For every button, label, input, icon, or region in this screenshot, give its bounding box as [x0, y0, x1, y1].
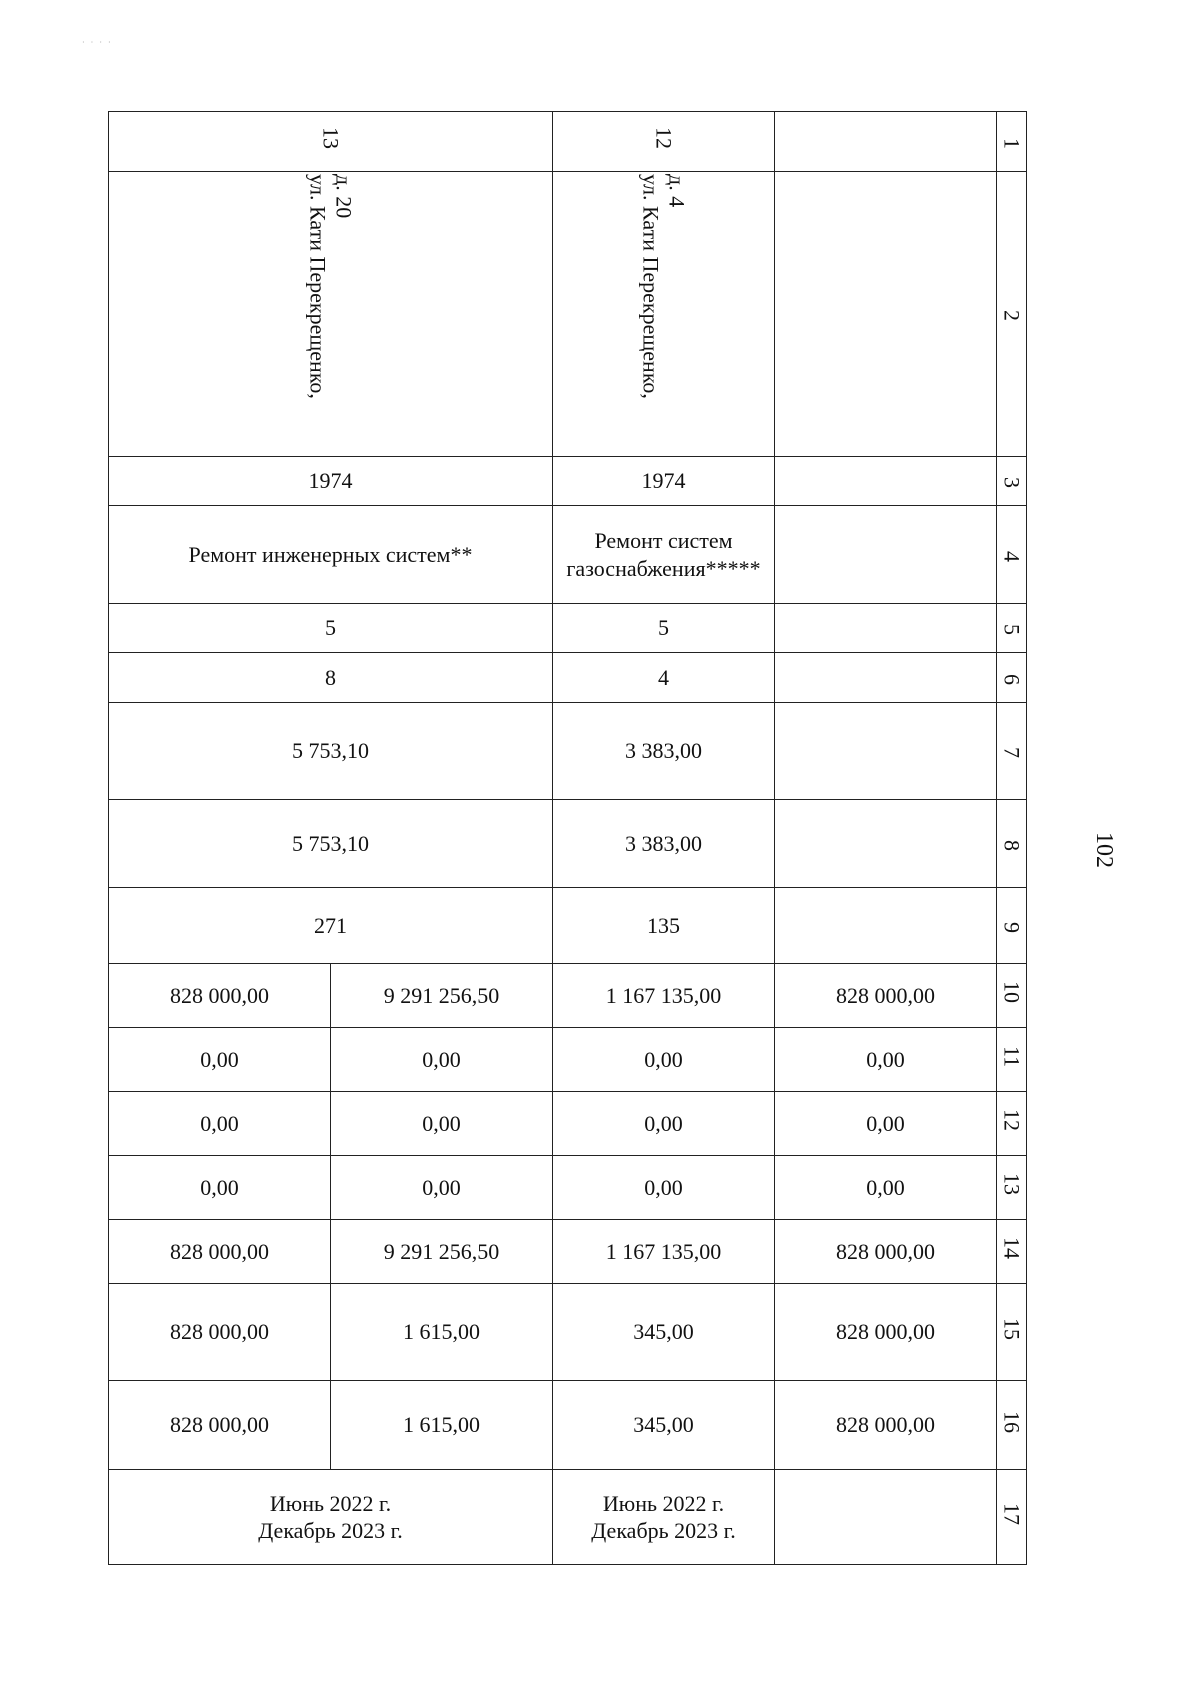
value-cell: 4	[553, 653, 775, 703]
value-cell: 345,00	[553, 1284, 775, 1381]
address-line: ул. Кати Перекрещенко,	[305, 174, 331, 399]
value-cell: 1 167 135,00	[553, 964, 775, 1028]
value-cell: 0,00	[109, 1156, 331, 1220]
year-cell: 1974	[553, 457, 775, 506]
value-cell: 828 000,00	[109, 1381, 331, 1470]
record-index: 13	[318, 127, 344, 150]
value-cell: 0,00	[331, 1028, 553, 1092]
table-row	[109, 1028, 1027, 1092]
empty-cell	[775, 800, 997, 888]
value-cell: 0,00	[109, 1092, 331, 1156]
value-cell: 828 000,00	[775, 1381, 997, 1470]
address-cell	[109, 172, 553, 457]
column-number: 14	[997, 1220, 1027, 1284]
table-row	[109, 964, 1027, 1028]
empty-cell	[775, 703, 997, 800]
value-cell: 828 000,00	[775, 1284, 997, 1381]
table-row	[109, 703, 1027, 800]
table-row	[109, 1381, 1027, 1470]
value-cell: 828 000,00	[775, 964, 997, 1028]
value-cell: 0,00	[331, 1156, 553, 1220]
value-cell: 1 615,00	[331, 1381, 553, 1470]
table-row	[109, 1220, 1027, 1284]
column-number: 12	[997, 1092, 1027, 1156]
value-cell: 9 291 256,50	[331, 1220, 553, 1284]
column-number: 11	[997, 1028, 1027, 1092]
empty-cell	[775, 506, 997, 604]
empty-cell	[775, 653, 997, 703]
value-cell: 345,00	[553, 1381, 775, 1470]
data-table	[108, 111, 1027, 1565]
period-end: Декабрь 2023 г.	[591, 1518, 736, 1543]
value-cell: 0,00	[553, 1156, 775, 1220]
column-number: 17	[997, 1470, 1027, 1565]
column-number: 9	[997, 888, 1027, 964]
period-start: Июнь 2022 г.	[602, 1490, 725, 1516]
work-type-cell	[553, 506, 775, 604]
column-number: 15	[997, 1284, 1027, 1381]
empty-cell	[775, 172, 997, 457]
table-row	[109, 1156, 1027, 1220]
year-cell: 1974	[109, 457, 553, 506]
table-row	[109, 1092, 1027, 1156]
column-number: 8	[997, 800, 1027, 888]
column-number: 2	[997, 172, 1027, 457]
period-cell	[109, 1470, 553, 1565]
value-cell: 9 291 256,50	[331, 964, 553, 1028]
column-number: 7	[997, 703, 1027, 800]
page-number: 102	[1091, 832, 1117, 868]
scan-marks: · · · ·	[82, 38, 113, 47]
empty-cell	[775, 112, 997, 172]
column-number: 1	[997, 112, 1027, 172]
empty-cell	[775, 1470, 997, 1565]
value-cell: 3 383,00	[553, 800, 775, 888]
value-cell: 828 000,00	[109, 1220, 331, 1284]
table-row	[109, 457, 1027, 506]
value-cell: 1 615,00	[331, 1284, 553, 1381]
value-cell: 1 167 135,00	[553, 1220, 775, 1284]
table-row	[109, 172, 1027, 457]
value-cell: 0,00	[775, 1028, 997, 1092]
record-index-cell	[109, 112, 553, 172]
value-cell: 0,00	[553, 1028, 775, 1092]
address-line: д. 20	[331, 174, 357, 219]
empty-cell	[775, 888, 997, 964]
address-line: д. 4	[664, 174, 690, 208]
column-number: 16	[997, 1381, 1027, 1470]
table-row	[109, 653, 1027, 703]
value-cell: 3 383,00	[553, 703, 775, 800]
record-index-cell	[553, 112, 775, 172]
empty-cell	[775, 457, 997, 506]
table-row	[109, 1470, 1027, 1565]
value-cell: 0,00	[553, 1092, 775, 1156]
table-row	[109, 112, 1027, 172]
address-cell	[553, 172, 775, 457]
value-cell: 828 000,00	[109, 964, 331, 1028]
column-number: 10	[997, 964, 1027, 1028]
column-number: 3	[997, 457, 1027, 506]
value-cell: 828 000,00	[109, 1284, 331, 1381]
value-cell: 5	[553, 604, 775, 653]
column-number: 6	[997, 653, 1027, 703]
value-cell: 5 753,10	[109, 703, 553, 800]
period-end: Декабрь 2023 г.	[258, 1518, 403, 1543]
table-row	[109, 888, 1027, 964]
work-type-line: газоснабжения*****	[566, 555, 761, 581]
value-cell: 0,00	[331, 1092, 553, 1156]
work-type-line: Ремонт систем	[594, 528, 733, 553]
value-cell: 0,00	[109, 1028, 331, 1092]
column-number: 4	[997, 506, 1027, 604]
work-type-cell: Ремонт инженерных систем**	[109, 506, 553, 604]
table-row	[109, 506, 1027, 604]
column-number: 5	[997, 604, 1027, 653]
table-row	[109, 800, 1027, 888]
table-row	[109, 1284, 1027, 1381]
value-cell: 8	[109, 653, 553, 703]
period-start: Июнь 2022 г.	[269, 1490, 392, 1516]
value-cell: 5 753,10	[109, 800, 553, 888]
period-cell	[553, 1470, 775, 1565]
value-cell: 0,00	[775, 1156, 997, 1220]
value-cell: 828 000,00	[775, 1220, 997, 1284]
column-number: 13	[997, 1156, 1027, 1220]
record-index: 12	[651, 127, 677, 150]
value-cell: 0,00	[775, 1092, 997, 1156]
value-cell: 135	[553, 888, 775, 964]
empty-cell	[775, 604, 997, 653]
address-line: ул. Кати Перекрещенко,	[638, 174, 664, 399]
value-cell: 5	[109, 604, 553, 653]
value-cell: 271	[109, 888, 553, 964]
table-row	[109, 604, 1027, 653]
